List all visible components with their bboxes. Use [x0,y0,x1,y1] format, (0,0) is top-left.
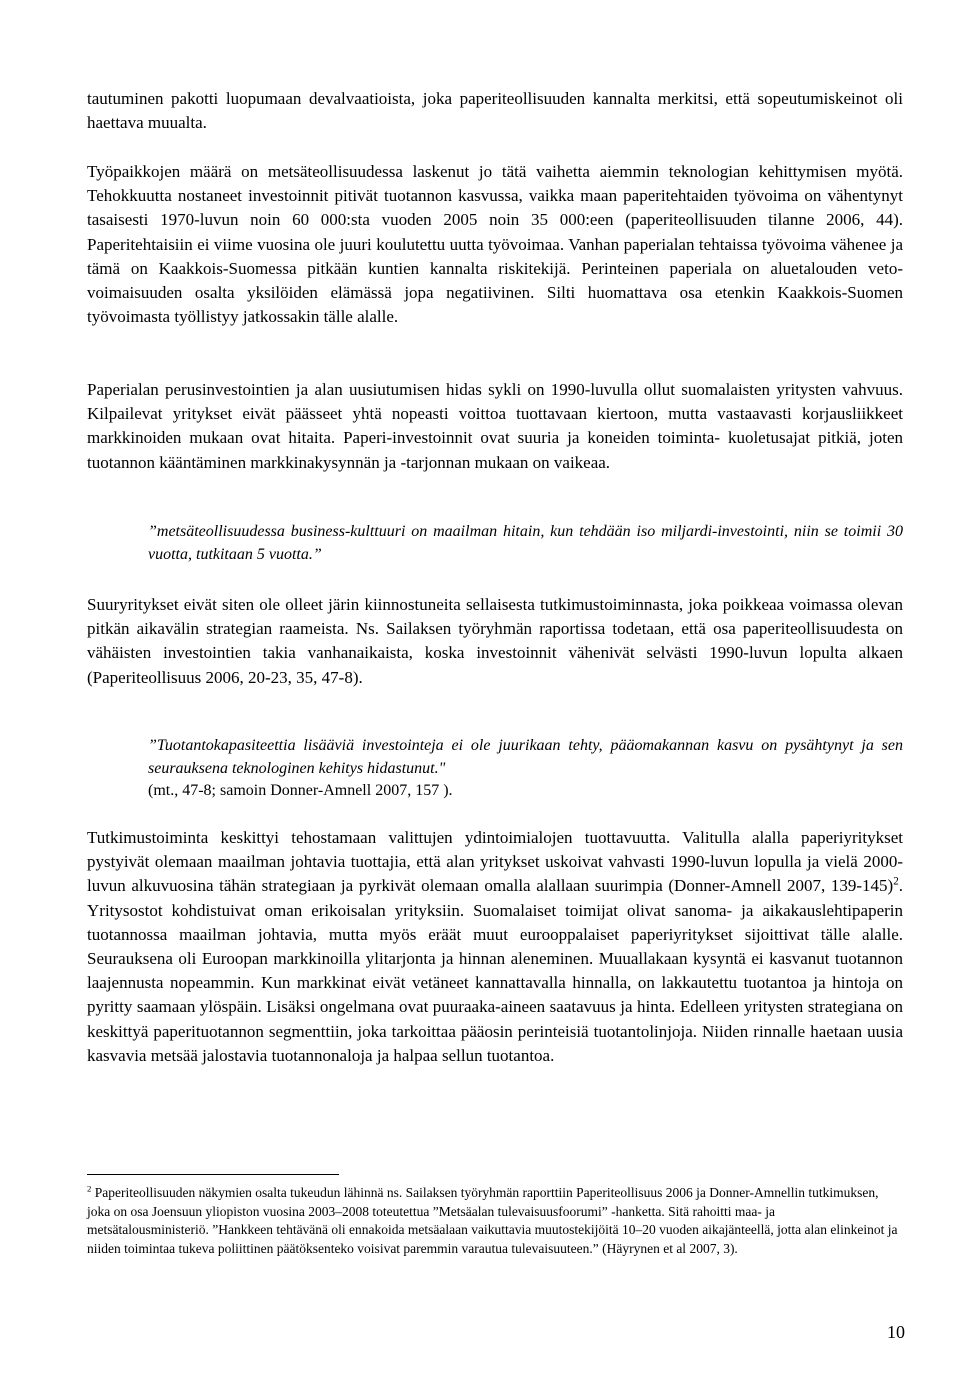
paragraph-3: Paperialan perusinvestointien ja alan uusiutumisen hidas sykli on 1990-luvulla ollut suomalaisten yritysten vahvuus. Kilpailevat yritykset eivät päässeet yhtä nopeasti voittoa tuottavaan kiertoon, mutta vastaavasti korjausliikkeet markkinoiden mukaan ovat hitaita. Paperi-investoinnit ovat suuria ja koneiden toiminta- kuoletusajat pitkiä, joten tuotannon kääntäminen markkinakysynnän ja -tarjonnan mukaan on vaikeaa. [87,380,903,472]
quote-2: ”Tuotantokapasiteettia lisääviä investointeja ei ole juurikaan tehty, pääomakannan kasvu on pysähtynyt ja sen seurauksena teknologinen kehitys hidastunut." [148,737,903,777]
footnote-separator [87,1174,339,1175]
page-number: 10 [887,1322,905,1342]
footnote-number: 2 [87,1183,92,1194]
quote-1: ”metsäteollisuudessa business-kulttuuri on maailman hitain, kun tehdään iso miljardi-investointi, niin se toimii 30 vuotta, tutkitaan 5 vuotta.” [148,523,903,563]
quote-2-source: (mt., 47-8; samoin Donner-Amnell 2007, 157 ). [148,782,453,799]
footnote [87,1184,899,1258]
footnote-reference: 2 [893,875,899,888]
paragraph-4: Suuryritykset eivät siten ole olleet järin kiinnostuneita sellaisesta tutkimustoiminnasta, joka poikkeaa voimassa olevan pitkän aikavälin strategian raameista. Ns. Sailaksen työryhmän raportissa todetaan, että osa paperiteollisuudesta on vähäisten investointien takia vanhanaikaista, koska investoinnit vähenivät selvästi 1990-luvun lopulta alkaen (Paperiteollisuus 2006, 20-23, 35, 47-8). [87,595,903,687]
paragraph-1: tautuminen pakotti luopumaan devalvaatioista, joka paperiteollisuuden kannalta merkitsi, että sopeutumiskeinot oli haettava muualta. [87,89,903,133]
paragraph-5-text-after-note: . Yritysostot kohdistuivat oman erikoisalan yrityksiin. Suomalaiset toimijat olivat sanoma- ja aikakauslehtipaperin tuotannossa maailman johtavia, mutta myös eräät muut eurooppalaiset paperiyritykset sijoittivat tälle alalle. Seurauksena oli Euroopan markkinoilla ylitarjonta ja hinnan aleneminen. Muuallakaan kysyntä ei kasvanut tuotannon laajennusta nopeammin. Kun markkinat eivät vetäneet kannattavalla hinnalla, on lakkautettu tuotantoa ja hintoja on pyritty saamaan ylöspäin. Lisäksi ongelmana ovat puuraaka-aineen saatavuus ja hinta. Edelleen yritysten strategiana on keskittyä paperituotannon segmenttiin, joka tarkoittaa pääosin perinteisiä tuotantolinjoja. Niiden rinnalle haetaan uusia kasvavia metsää jalostavia tuotannonaloja ja halpaa sellun tuotantoa. [87,876,903,1065]
footnote-text: Paperiteollisuuden näkymien osalta tukeudun lähinnä ns. Sailaksen työryhmän raporttiin Paperiteollisuus 2006 ja Donner-Amnellin tutkimuksen, joka on osa Joensuun yliopiston vuosina 2003–2008 toteutettua ”Metsäalan tulevaisuusfoorumi” -hanketta. Sitä rahoitti maa- ja metsätalousministeriö. ”Hankkeen tehtävänä oli ennakoida metsäalaan vaikuttavia muutostekijöitä 10–20 vuoden aikajänteellä, jotta alan elinkeinot ja niiden toimintaa tukeva poliittinen päätöksenteko voisivat paremmin varautua tulevaisuuteen.” (Häyrynen et al 2007, 3). [87,1185,898,1256]
paragraph-5 [87,826,903,1068]
paragraph-2: Työpaikkojen määrä on metsäteollisuudessa laskenut jo tätä vaihetta aiemmin teknologian kehittymisen myötä. Tehokkuutta nostaneet investoinnit pitivät tuotannon kasvussa, vaikka maan paperitehtaiden työvoima on vähentynyt tasaisesti 1970-luvun noin 60 000:sta vuoden 2005 noin 35 000:een (paperiteollisuuden tilanne 2006, 44). Paperitehtaisiin ei viime vuosina ole juuri koulutettu uutta työvoimaa. Vanhan paperialan tehtaissa työvoima vähenee ja tämä on Kaakkois-Suomessa pitkään kuntien kannalta riskitekijä. Perinteinen paperiala on aluetalouden veto-voimaisuuden osalta yksilöiden elämässä jopa negatiivinen. Silti huomattava osa etenkin Kaakkois-Suomen työvoimasta työllistyy jatkossakin tälle alalle. [87,162,903,327]
paragraph-5-text-before-note: Tutkimustoiminta keskittyi tehostamaan valittujen ydintoimialojen tuottavuutta. Valitulla alalla paperiyritykset pystyivät olemaan maailman johtavia tuottajia, että alan yritykset uskoivat vahvasti 1990-luvun lopulla ja vielä 2000-luvun alkuvuosina tähän strategiaan ja pyrkivät olemaan omalla alallaan suurimpia (Donner-Amnell 2007, 139-145) [87,828,903,896]
